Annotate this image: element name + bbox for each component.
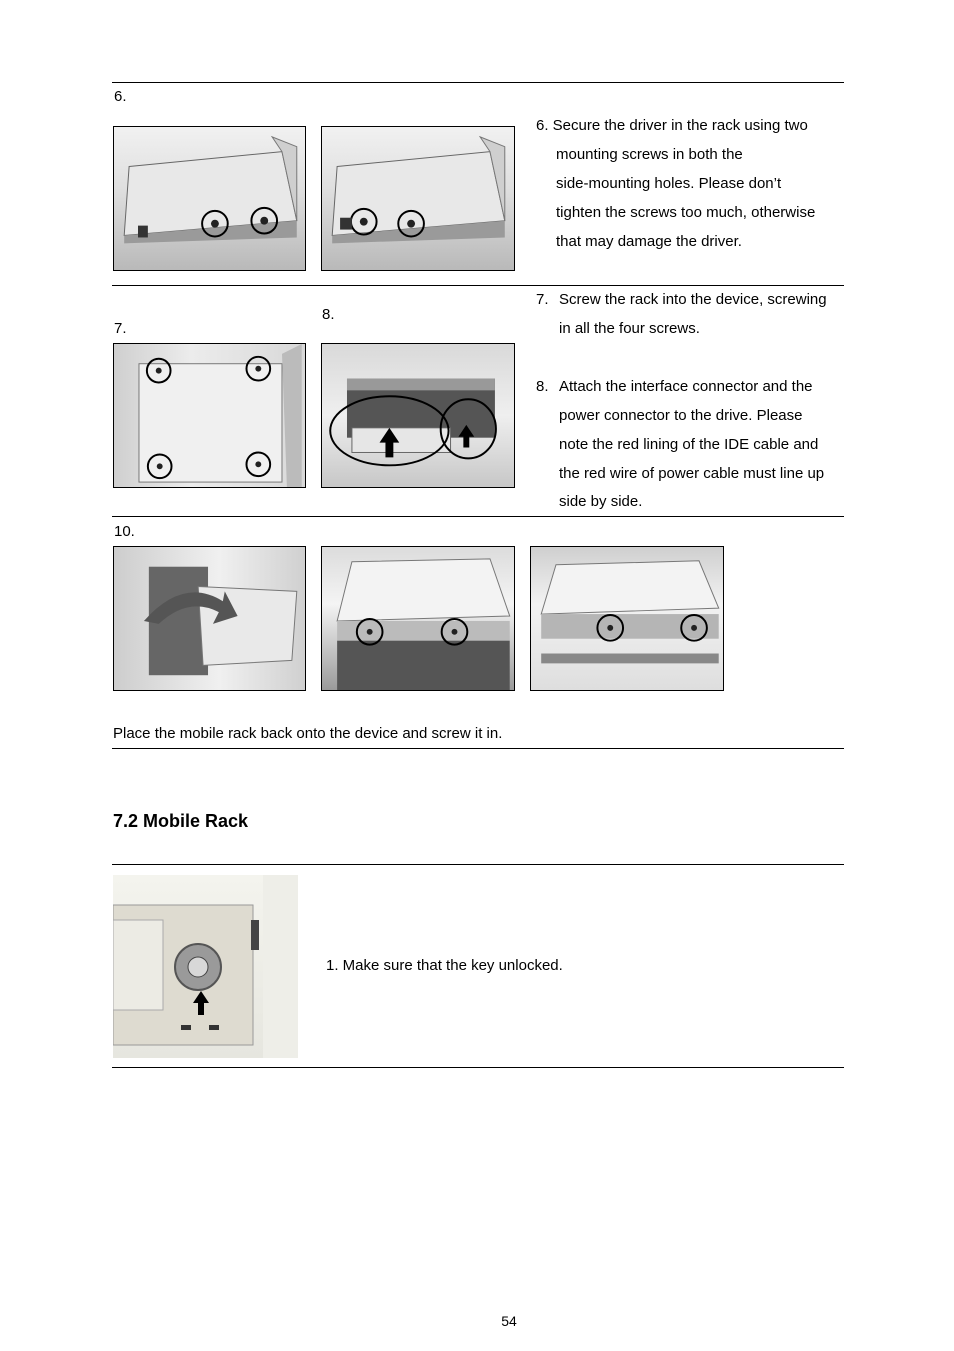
mobile-rack-key-photo: [113, 875, 298, 1058]
step-8-text-4: the red wire of power cable must line up: [559, 465, 825, 482]
step-6-label: 6.: [114, 88, 127, 105]
step-10-photo-1: [113, 546, 306, 691]
divider: [112, 748, 844, 749]
page-number: 54: [501, 1313, 517, 1329]
step-6-text-2: mounting screws in both the: [556, 146, 743, 163]
mobile-rack-step-1: 1. Make sure that the key unlocked.: [326, 957, 563, 974]
step-6-text-3: side-mounting holes. Please don’t: [556, 175, 782, 192]
step-6-text-4: tighten the screws too much, otherwise: [556, 204, 816, 221]
step-7-number: 7.: [536, 291, 549, 308]
step-8-number: 8.: [536, 378, 549, 395]
step-10-label: 10.: [114, 523, 135, 540]
section-heading: 7.2 Mobile Rack: [113, 811, 249, 831]
step-8-text-5: side by side.: [559, 493, 643, 510]
step-10-caption: Place the mobile rack back onto the device and screw it in.: [113, 725, 503, 742]
step-7-text-2: in all the four screws.: [559, 320, 700, 337]
divider: [112, 1067, 844, 1068]
step-7-photo: [113, 343, 306, 488]
divider: [112, 864, 844, 865]
step-6-photo-right: [321, 126, 515, 271]
step-8-label: 8.: [322, 306, 335, 323]
step-7-label: 7.: [114, 320, 127, 337]
step-6-photo-left: [113, 126, 306, 271]
step-10-photo-3: [530, 546, 724, 691]
step-6-text-1: 6. Secure the driver in the rack using two: [536, 117, 808, 134]
divider: [112, 82, 844, 83]
divider: [112, 516, 844, 517]
step-10-photo-2: [321, 546, 515, 691]
step-8-text-1: Attach the interface connector and the: [559, 378, 813, 395]
step-6-text-5: that may damage the driver.: [556, 233, 742, 250]
step-8-text-3: note the red lining of the IDE cable and: [559, 436, 819, 453]
step-8-text-2: power connector to the drive. Please: [559, 407, 803, 424]
step-8-photo: [321, 343, 515, 488]
step-7-text-1: Screw the rack into the device, screwing: [559, 291, 827, 308]
